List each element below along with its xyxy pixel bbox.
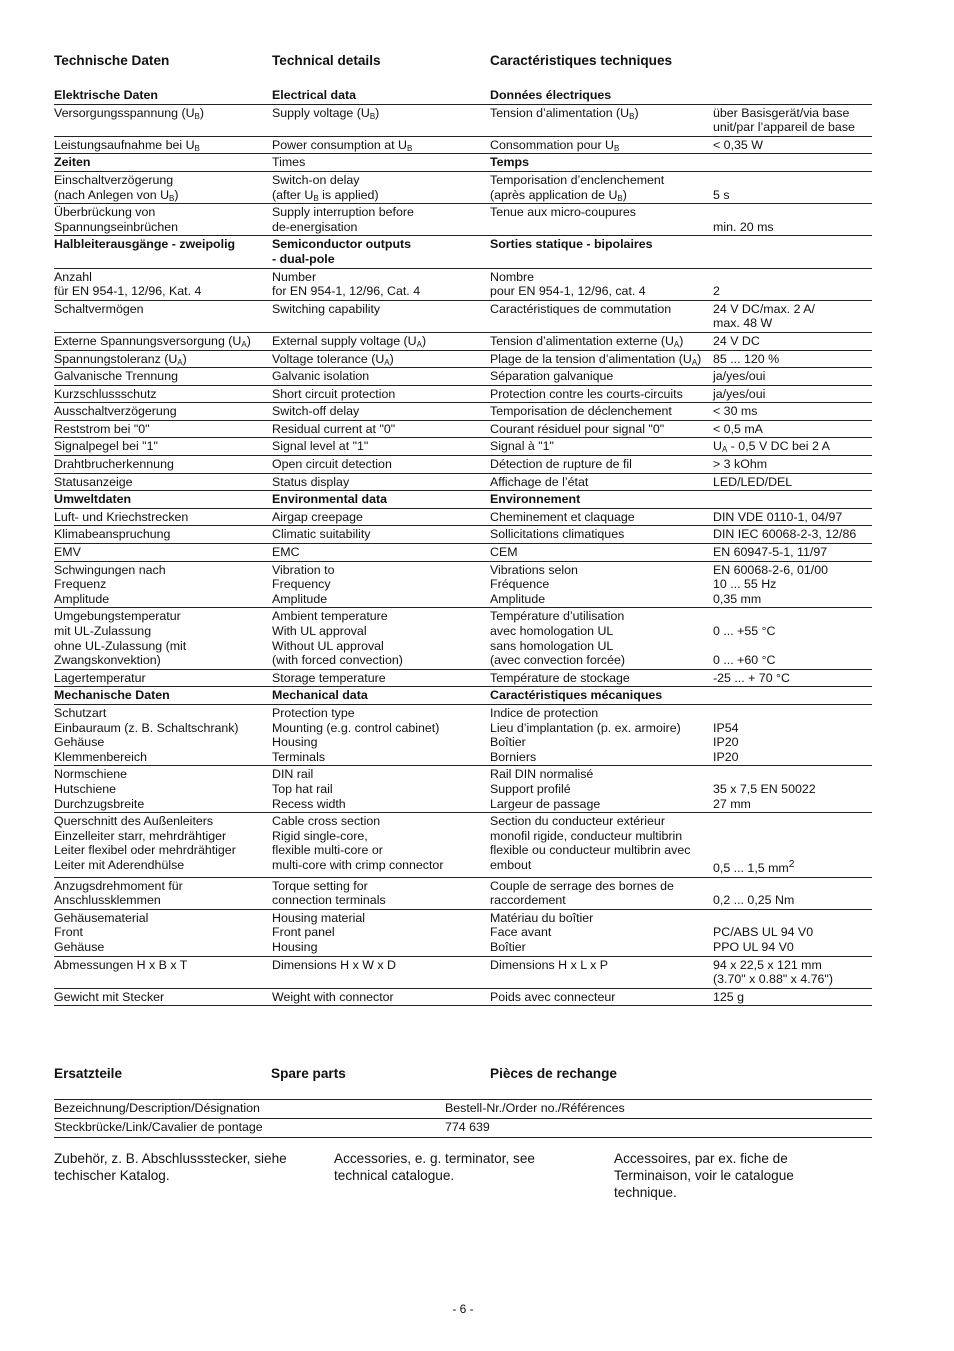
cell-value: 5 s [713,171,872,203]
cell-german: Leistungsaufnahme bei $U_B$ [54,136,272,154]
cell-german: Externe Spannungsversorgung $(U_A)$ [54,332,272,350]
cell-english: Weight with connector [272,988,490,1006]
cell-english: Protection type Mounting (e.g. control cabinet) Housing Terminals [272,704,490,765]
cell-value: min. 20 ms [713,204,872,236]
cell-german: Statusanzeige [54,473,272,491]
heading-german: Technische Daten [54,53,170,68]
cell-english: Storage temperature [272,669,490,687]
cell-english: Vibration to Frequency Amplitude [272,561,490,608]
cell-value: 125 g [713,988,872,1006]
spare-order-no: 774 639 [445,1119,872,1138]
note-french: Accessoires, par ex. fiche de Terminaison, voir le catalogue technique. [614,1151,794,1200]
note-german: Zubehör, z. B. Abschlussstecker, siehe techischer Katalog. [54,1151,287,1183]
cell-french: Tension d’alimentation $(U_B)$ [490,104,713,136]
table-row [54,350,872,368]
table-row [54,403,872,421]
table-row [54,136,872,154]
cell-english: Voltage tolerance $(U_A)$ [272,350,490,368]
section-header-row [54,87,872,104]
cell-english: Switch-off delay [272,403,490,421]
cell-french: Tenue aux micro-coupures [490,204,713,236]
cell-french: Vibrations selon Fréquence Amplitude [490,561,713,608]
table-row [54,420,872,438]
cell-english: Cable cross section Rigid single-core, flexible multi-core or multi-core with crimp connector [272,813,490,878]
spare-heading-french: Pièces de rechange [490,1066,617,1081]
cell-german: Schaltvermögen [54,300,272,332]
cell-value: 94 x 22,5 x 121 mm (3.70" x 0.88" x 4.76") [713,956,872,988]
cell-english: Number for EN 954-1, 12/96, Cat. 4 [272,268,490,300]
table-row [54,544,872,562]
cell-french: Temporisation de déclenchement [490,403,713,421]
cell-english: Switching capability [272,300,490,332]
cell-french: Cheminement et claquage [490,508,713,526]
table-row [54,669,872,687]
cell-french: Séparation galvanique [490,368,713,386]
cell-french: Poids avec connecteur [490,988,713,1006]
cell-value [713,236,872,268]
cell-german: Abmessungen H x B x T [54,956,272,988]
cell-value: 0,2 ... 0,25 Nm [713,877,872,909]
cell-french: Indice de protection Lieu d’implantation (p. ex. armoire) Boîtier Borniers [490,704,713,765]
cell-french: Temporisation d’enclenchement (après application de $U_B$) [490,171,713,203]
cell-german: Klimabeanspruchung [54,526,272,544]
cell-english: Environmental data [272,491,490,509]
cell-english: Climatic suitability [272,526,490,544]
cell-english: Dimensions H x W x D [272,956,490,988]
cell-german: EMV [54,544,272,562]
table-row [54,368,872,386]
table-row [54,956,872,988]
cell-german: Gewicht mit Stecker [54,988,272,1006]
cell-french: Environnement [490,491,713,509]
cell-german: Spannungstoleranz $(U_A)$ [54,350,272,368]
cell-value: $U_A - 0,5$ V DC bei 2 A [713,438,872,456]
table-row [54,473,872,491]
cell-english: Semiconductor outputs - dual-pole [272,236,490,268]
cell-value: LED/LED/DEL [713,473,872,491]
cell-english: Electrical data [272,87,490,104]
table-row [54,988,872,1006]
cell-value: ja/yes/oui [713,368,872,386]
table-row [54,766,872,813]
table-row [54,300,872,332]
cell-german: Überbrückung von Spannungseinbrüchen [54,204,272,236]
cell-german: Signalpegel bei "1" [54,438,272,456]
cell-value: < 0,5 mA [713,420,872,438]
table-row [54,438,872,456]
spare-parts-headings [54,1066,872,1084]
cell-english: External supply voltage $(U_A)$ [272,332,490,350]
table-row [54,877,872,909]
table-row [54,385,872,403]
cell-french: Nombre pour EN 954-1, 12/96, cat. 4 [490,268,713,300]
table-row [54,704,872,765]
cell-german: Gehäusematerial Front Gehäuse [54,909,272,956]
cell-value: EN 60068-2-6, 01/00 10 ... 55 Hz 0,35 mm [713,561,872,608]
cell-value [713,154,872,172]
cell-french: Caractéristiques de commutation [490,300,713,332]
cell-value: < 0,35 W [713,136,872,154]
section-header-row [54,236,872,268]
cell-french: Sollicitations climatiques [490,526,713,544]
cell-value: EN 60947-5-1, 11/97 [713,544,872,562]
cell-english: Galvanic isolation [272,368,490,386]
cell-english: Mechanical data [272,687,490,705]
cell-value: 0 ... +55 °C 0 ... +60 °C [713,608,872,669]
cell-value: 24 V DC/max. 2 A/ max. 48 W [713,300,872,332]
cell-french: Section du conducteur extérieur monofil rigide, conducteur multibrin flexible ou conducteur multibrin avec embout [490,813,713,878]
heading-english: Technical details [272,53,381,68]
cell-value: -25 ... + 70 °C [713,669,872,687]
cell-value: 0,5 ... 1,5 $mm^2$ [713,813,872,878]
cell-german: Galvanische Trennung [54,368,272,386]
cell-french: Couple de serrage des bornes de raccordement [490,877,713,909]
cell-french: Matériau du boîtier Face avant Boîtier [490,909,713,956]
cell-french: Sorties statique - bipolaires [490,236,713,268]
cell-value [713,491,872,509]
cell-value [713,87,872,104]
cell-value: ja/yes/oui [713,385,872,403]
table-row [54,104,872,136]
cell-value: > 3 kOhm [713,456,872,474]
table-row [54,813,872,878]
cell-value: < 30 ms [713,403,872,421]
cell-french: Affichage de l’état [490,473,713,491]
cell-value: über Basisgerät/via base unit/par l’appareil de base [713,104,872,136]
cell-french: Température d’utilisation avec homologation UL sans homologation UL (avec convection forcée) [490,608,713,669]
cell-french: Données électriques [490,87,713,104]
cell-french: Détection de rupture de fil [490,456,713,474]
cell-german: Mechanische Daten [54,687,272,705]
table-row [54,561,872,608]
cell-french: Signal à "1" [490,438,713,456]
cell-german: Umgebungstemperatur mit UL-Zulassung ohne UL-Zulassung (mit Zwangskonvektion) [54,608,272,669]
cell-french: Caractéristiques mécaniques [490,687,713,705]
cell-french: Protection contre les courts-circuits [490,385,713,403]
table-row [54,526,872,544]
table-row [54,508,872,526]
cell-value [713,687,872,705]
spare-heading-german: Ersatzteile [54,1066,123,1081]
cell-english: Power consumption at $U_B$ [272,136,490,154]
cell-german: Ausschaltverzögerung [54,403,272,421]
cell-english: Short circuit protection [272,385,490,403]
cell-english: Times [272,154,490,172]
spare-header-order-no: Bestell-Nr./Order no./Références [445,1100,872,1119]
cell-french: CEM [490,544,713,562]
cell-german: Einschaltverzögerung (nach Anlegen von $U_B$) [54,171,272,203]
cell-english: Status display [272,473,490,491]
table-row [54,171,872,203]
cell-german: Halbleiterausgänge - zweipolig [54,236,272,268]
cell-english: EMC [272,544,490,562]
cell-french: Courant résiduel pour signal "0" [490,420,713,438]
heading-french: Caractéristiques techniques [490,53,673,68]
section-header-row [54,491,872,509]
cell-german: Schutzart Einbauraum (z. B. Schaltschrank) Gehäuse Klemmenbereich [54,704,272,765]
cell-english: Torque setting for connection terminals [272,877,490,909]
table-row [54,332,872,350]
spare-parts-table [54,1099,872,1138]
cell-german: Schwingungen nach Frequenz Amplitude [54,561,272,608]
cell-german: Anzugsdrehmoment für Anschlussklemmen [54,877,272,909]
cell-german: Zeiten [54,154,272,172]
technical-data-table [54,87,872,1006]
cell-german: Luft- und Kriechstrecken [54,508,272,526]
table-row [54,204,872,236]
cell-english: Switch-on delay (after $U_B$ is applied) [272,171,490,203]
cell-french: Tension d’alimentation externe $(U_A)$ [490,332,713,350]
cell-french: Consommation pour $U_B$ [490,136,713,154]
table-row [54,268,872,300]
spare-heading-english: Spare parts [271,1066,346,1081]
cell-value: 2 [713,268,872,300]
spare-header-designation: Bezeichnung/Description/Désignation [54,1100,445,1119]
cell-value: DIN VDE 0110-1, 04/97 [713,508,872,526]
cell-german: Kurzschlussschutz [54,385,272,403]
cell-german: Reststrom bei "0" [54,420,272,438]
cell-value: 85 ... 120 % [713,350,872,368]
section-header-row [54,154,872,172]
cell-german: Normschiene Hutschiene Durchzugsbreite [54,766,272,813]
spare-designation: Steckbrücke/Link/Cavalier de pontage [54,1119,445,1138]
cell-french: Température de stockage [490,669,713,687]
column-headings [54,53,872,71]
cell-value: 35 x 7,5 EN 50022 27 mm [713,766,872,813]
table-row [54,456,872,474]
spare-table-header [54,1100,872,1119]
cell-english: Housing material Front panel Housing [272,909,490,956]
cell-french: Rail DIN normalisé Support profilé Largeur de passage [490,766,713,813]
cell-german: Elektrische Daten [54,87,272,104]
cell-value: IP54 IP20 IP20 [713,704,872,765]
table-row [54,909,872,956]
cell-french: Dimensions H x L x P [490,956,713,988]
cell-german: Drahtbrucherkennung [54,456,272,474]
note-english: Accessories, e. g. terminator, see technical catalogue. [334,1151,535,1183]
cell-value: DIN IEC 60068-2-3, 12/86 [713,526,872,544]
section-header-row [54,687,872,705]
cell-english: DIN rail Top hat rail Recess width [272,766,490,813]
cell-english: Supply voltage $(U_B)$ [272,104,490,136]
cell-german: Lagertemperatur [54,669,272,687]
cell-german: Anzahl für EN 954-1, 12/96, Kat. 4 [54,268,272,300]
cell-french: Temps [490,154,713,172]
cell-german: Querschnitt des Außenleiters Einzelleiter starr, mehrdrähtiger Leiter flexibel oder mehrdrähtiger Leiter mit Aderendhülse [54,813,272,878]
cell-german: Umweltdaten [54,491,272,509]
cell-english: Signal level at "1" [272,438,490,456]
spare-table-row [54,1119,872,1138]
cell-english: Residual current at "0" [272,420,490,438]
cell-value: PC/ABS UL 94 V0 PPO UL 94 V0 [713,909,872,956]
cell-english: Open circuit detection [272,456,490,474]
cell-english: Airgap creepage [272,508,490,526]
page-number: - 6 - [452,1302,474,1316]
cell-english: Supply interruption before de-energisation [272,204,490,236]
cell-value: 24 V DC [713,332,872,350]
table-row [54,608,872,669]
cell-german: Versorgungsspannung $(U_B)$ [54,104,272,136]
cell-french: Plage de la tension d’alimentation $(U_A)$ [490,350,713,368]
cell-english: Ambient temperature With UL approval Without UL approval (with forced convection) [272,608,490,669]
